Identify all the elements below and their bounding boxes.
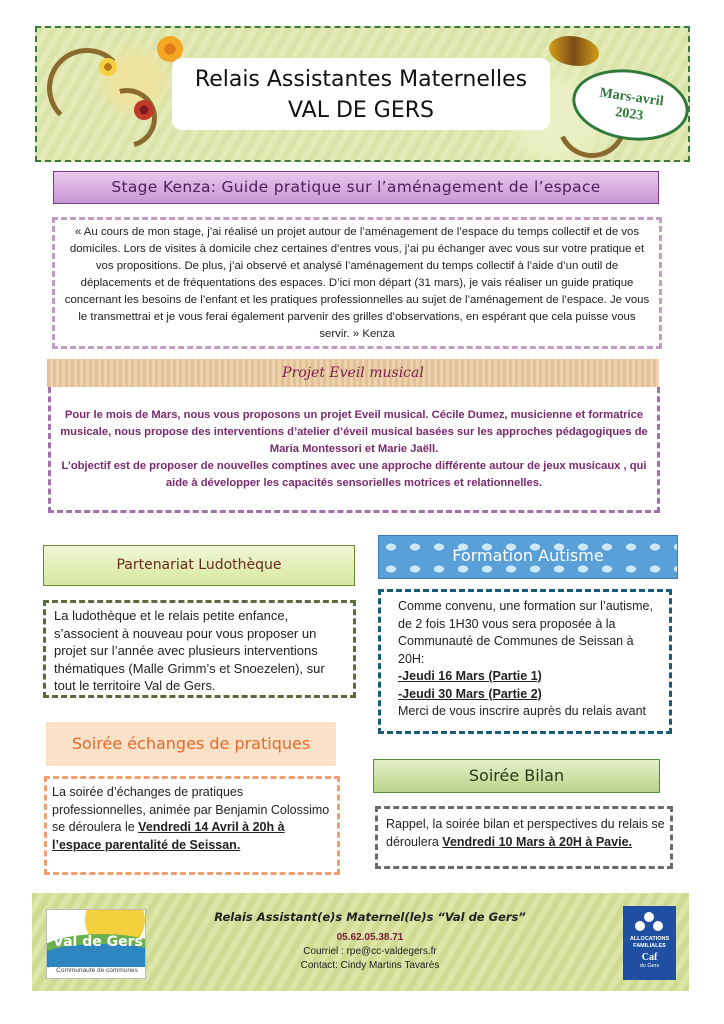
bilan-section-body [375,806,673,869]
soiree-section-body [44,776,340,875]
stage-section-body: « Au cours de mon stage, j’ai réalisé un projet autour de l’aménagement de l’espace du temps collectif et de vos domiciles. Lors de visites à domicile chez certaines d’entres vous, j’ai pu échanger avec vous sur votre pratique et vos propositions. De plus, j’ai observé et analysé l’aménagement du temps collectif à l’aide d’un outil de déplacements et de fréquentations des espaces. D’ici mon départ (31 mars), je vais réaliser un guide pratique concernant les besoins de l’enfant et les pratiques professionnelles au sujet de l’aménagement de l’espace. Je vous le transmettrai et je vous ferai également parvenir des grilles d’observations, en espérant que cela puisse vous servir. » Kenza [52,217,662,349]
logo-name: Val de Gers [53,934,143,950]
issue-months: Mars-avril [598,85,665,110]
autisme-date-2: -Jeudi 30 Mars (Partie 2) [398,686,542,701]
newsletter-title [172,58,550,130]
caf-label-1: ALLOCATIONS FAMILIALES [629,936,670,949]
ludo-section-body: La ludothèque et le relais petite enfance, s’associent à nouveau pour vous proposer un projet sur l’année avec plusieurs interventions thématiques (Malle Grimm’s et Snoezelen), sur tout le territoire Val de Gers. [43,600,356,698]
autisme-date-1: -Jeudi 16 Mars (Partie 1) [398,669,542,683]
autisme-section-title: Formation Autisme [378,535,678,579]
soiree-section-title: Soirée échanges de pratiques [46,722,336,766]
soiree-text: La soirée d’échanges de pratiques professionnelles, animée par Benjamin Colossimo se déroulera le [52,785,330,834]
footer-contact-name: Contact: Cindy Martins Tavarès [300,960,440,971]
autisme-section-body [378,589,672,734]
caf-figure-icon [635,921,645,931]
caf-figure-icon [644,912,654,922]
red-flower-icon [134,100,154,120]
eveil-section-body [48,387,660,513]
autisme-outro: Merci de vous inscrire auprès du relais avant [398,704,647,718]
bilan-date-highlight: Vendredi 10 Mars à 20H à Pavie. [442,835,632,849]
footer-email: Courriel : rpe@cc-valdegers.fr [303,946,437,957]
stage-section-title: Stage Kenza: Guide pratique sur l’aménagement de l’espace [53,171,659,204]
footer-phone: 05.62.05.38.71 [336,932,404,943]
val-de-gers-logo [46,909,146,979]
issue-year: 2023 [614,105,645,124]
bilan-text: Rappel, la soirée bilan et perspectives du relais se déroulera [386,817,665,849]
title-line-1: Relais Assistantes Maternelles [194,67,528,92]
footer-organization: Relais Assistant(e)s Maternel(le)s “Val de Gers” [214,910,526,924]
autisme-intro: Comme convenu, une formation sur l’autisme, de 2 fois 1H30 vous sera proposée à la Communauté de Communes de Seissan à 20H: [398,599,653,666]
ludo-section-title: Partenariat Ludothèque [43,545,355,586]
logo-subtitle: Communauté de communes [49,967,145,974]
eveil-paragraph-2: L’objectif est de proposer de nouvelles comptines avec une approche différente autour de jeux musicaux , qui aide à développer les capacités sensorielles motrices et relationnelles. [61,460,647,489]
butterfly-icon [549,36,599,66]
caf-label-2: Caf [641,952,658,963]
eveil-section-title: Projet Eveil musical [47,359,659,387]
caf-label-3: du Gers [639,963,660,969]
title-line-2: VAL DE GERS [288,98,434,123]
yellow-flower-icon [99,58,117,76]
caf-logo [623,906,676,980]
footer-contact-block [185,908,555,973]
caf-figure-icon [653,921,663,931]
bilan-section-title: Soirée Bilan [373,759,660,793]
soiree-date-highlight: Vendredi 14 Avril à 20h à l’espace parentalité de Seissan. [52,820,285,852]
eveil-paragraph-1: Pour le mois de Mars, nous vous proposons un projet Eveil musical. Cécile Dumez, musicienne et formatrice musicale, nous propose des interventions d’atelier d’éveil musical basées sur les approches pédagogiques de Maria Montessori et Marie Jaëll. [60,409,648,455]
